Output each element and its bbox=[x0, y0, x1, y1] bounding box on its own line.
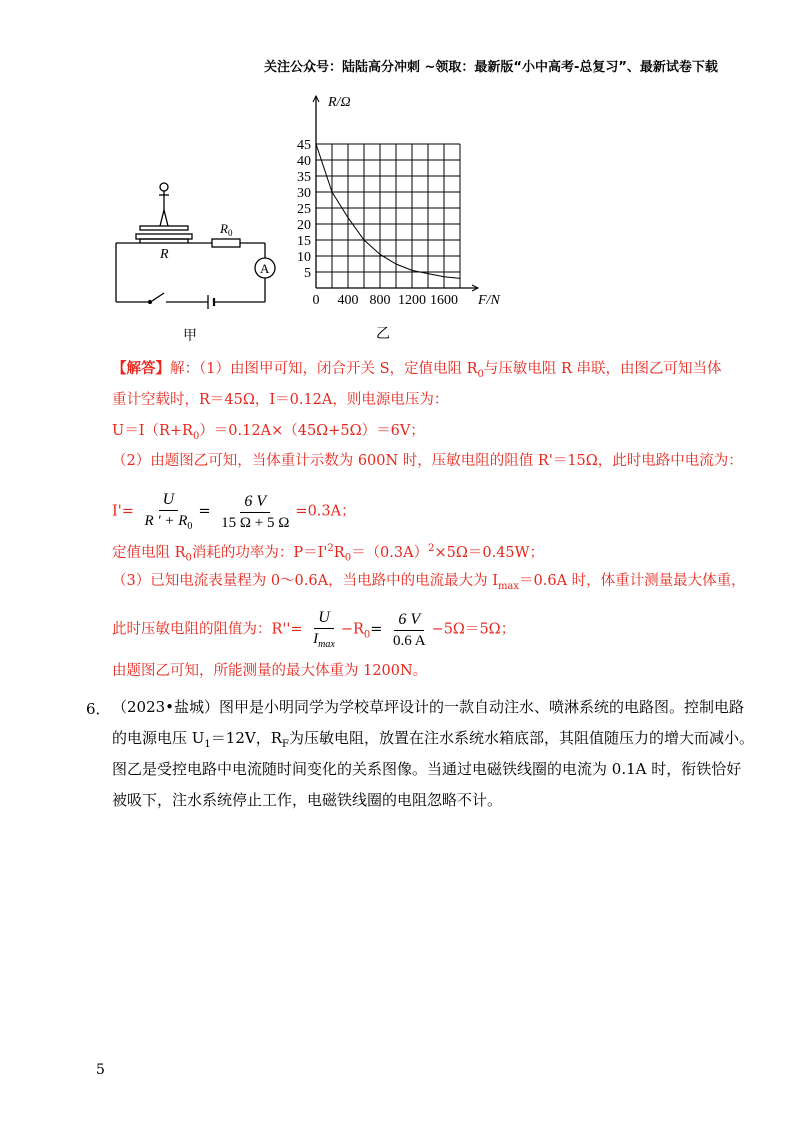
x-tick-label: 800 bbox=[369, 293, 391, 308]
ammeter-label: A bbox=[260, 261, 270, 276]
series-line bbox=[316, 144, 460, 278]
y-axis-label: R/Ω bbox=[328, 95, 351, 110]
x-axis-label: F/N bbox=[478, 293, 500, 308]
solution-line-8: 此时压敏电阻的阻值为：R''= $\frac{U}{I_{max}}$ $-R_0=$ $\frac{6 V}{0.6 A}$ −5Ω＝5Ω； bbox=[112, 609, 516, 651]
fraction-current-values: $\frac{6 V}{15 \Omega + 5 \Omega}$ bbox=[221, 492, 290, 531]
r0-resistor bbox=[212, 239, 240, 247]
fraction-resistance-values: $\frac{6 V}{0.6 A}$ bbox=[393, 610, 426, 649]
fraction-current: $\frac{U}{R ' + R_0}$ bbox=[144, 491, 193, 533]
solution-line-3: $U=I(R+R_0)=0.12A\times(45\Omega+5\Omega)=6V$； bbox=[112, 423, 425, 442]
solution-line-5: I'= $\frac{U}{R ' + R_0}$ = $\frac{6 V}{15 \Omega + 5 \Omega}$ =0.3A； bbox=[112, 491, 356, 533]
scale-top-plate bbox=[140, 226, 188, 230]
solution-line-6: 定值电阻 $R_0$消耗的功率为：$P=I'^2R_0=(0.3A)^2\times 5\Omega=0.45W$； bbox=[112, 543, 545, 564]
solution-line-9: 由题图乙可知，所能测量的最大体重为 1200N。 bbox=[112, 663, 428, 679]
x-tick-label: 1200 bbox=[398, 293, 426, 308]
y-tick-label: 20 bbox=[297, 218, 311, 233]
scale-platform bbox=[136, 234, 192, 239]
r0-label: $R_0$ bbox=[220, 221, 233, 238]
y-tick-label: 45 bbox=[297, 138, 311, 153]
scale-base bbox=[140, 239, 188, 243]
page-header: 关注公众号：陆陆高分冲刺 ~领取：最新版“小中高考-总复习”、最新试卷下载 bbox=[264, 60, 718, 75]
graph bbox=[297, 95, 500, 342]
circuit-diagram bbox=[116, 183, 275, 309]
solution-line-4: （2）由题图乙可知，当体重计示数为 600N 时，压敏电阻的阻值 R'＝15Ω，此时电路中电流为： bbox=[112, 453, 743, 469]
question-line-2: 的电源电压 $U_1=12V$，$R_F$为压敏电阻，放置在注水系统水箱底部，其阻值随压力的增大而减小。 bbox=[112, 729, 754, 750]
y-tick-label: 40 bbox=[297, 154, 311, 169]
resistor-label: R bbox=[160, 247, 169, 262]
y-tick-label: 30 bbox=[297, 186, 311, 201]
solution-line-2: 重计空载时，R＝45Ω，I＝0.12A，则电源电压为： bbox=[112, 392, 449, 408]
x-tick-label: 1600 bbox=[430, 293, 458, 308]
question-line-1: （2023•盐城）图甲是小明同学为学校草坪设计的一款自动注水、喷淋系统的电路图。控制电路 bbox=[112, 698, 745, 716]
y-tick-label: 15 bbox=[297, 234, 311, 249]
page-number: 5 bbox=[96, 1062, 105, 1078]
switch-icon bbox=[152, 293, 164, 301]
question-line-4: 被吸下，注水系统停止工作，电磁铁线圈的电阻忽略不计。 bbox=[112, 791, 503, 809]
graph-grid bbox=[313, 96, 478, 291]
x-tick-label: 400 bbox=[337, 293, 359, 308]
figure bbox=[100, 88, 520, 350]
question-line-3: 图乙是受控电路中电流随时间变化的关系图像。当通过电磁铁线圈的电流为 0.1A 时，衔铁恰好 bbox=[112, 760, 742, 778]
question-number: 6． bbox=[86, 700, 111, 718]
right-caption: 乙 bbox=[376, 326, 390, 342]
left-caption: 甲 bbox=[183, 328, 197, 344]
y-tick-label: 35 bbox=[297, 170, 311, 185]
y-tick-label: 25 bbox=[297, 202, 311, 217]
solution-line-7: （3）已知电流表量程为 0～0.6A，当电路中的电流最大为 $I_{max}=0.6A$ 时，体重计测量最大体重， bbox=[112, 573, 746, 592]
y-tick-label: 10 bbox=[297, 250, 311, 265]
person-icon bbox=[159, 183, 169, 226]
fraction-resistance: $\frac{U}{I_{max}}$ bbox=[313, 609, 335, 651]
x-tick-label: 0 bbox=[312, 293, 320, 308]
solution-line-1: 【解答】解：（1）由图甲可知，闭合开关 S，定值电阻 $R_0$与压敏电阻 R 串联，由图乙可知当体 bbox=[112, 360, 722, 380]
y-tick-label: 5 bbox=[304, 266, 311, 281]
